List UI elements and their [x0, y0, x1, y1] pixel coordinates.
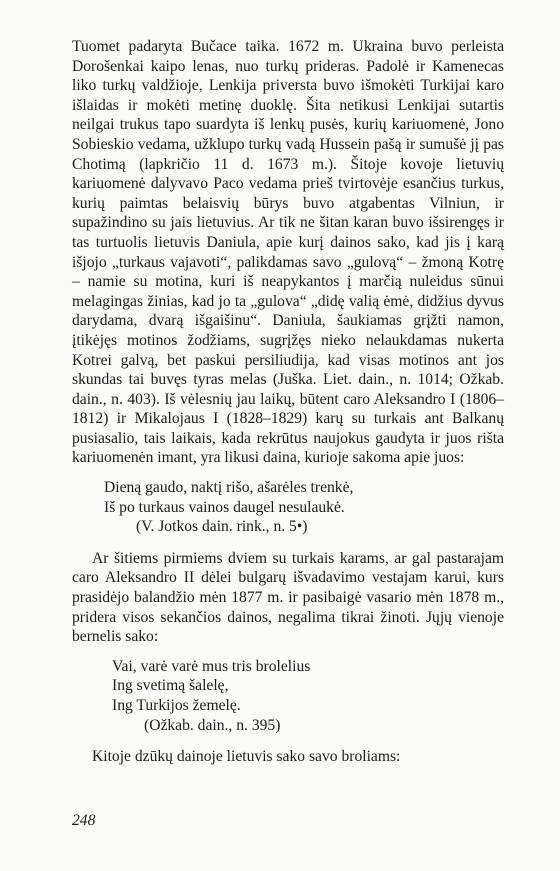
verse-line: Ing Turkijos žemelę.	[112, 697, 241, 714]
paragraph-dzuku: Kitoje dzūkų dainoje lietuvis sako savo broliams:	[92, 748, 401, 766]
page-body	[72, 37, 504, 767]
paragraph-history: Tuomet padaryta Bučace taika. 1672 m. Ukraina buvo perleista Dorošenkai kaipo lenas, nuo turkų prideras. Padolė ir Kamenecas liko turkų valdžioje, Lenkija priversta buvo išmokėti Turkijai karo išlaidas ir mokėti metinę duoklę. Šita netikusi Lenkijai sutartis neilgai trukus tapo suardyta iš lenkų pusės, kurių kariuomenė, Jono Sobieskio vedama, užklupo turkų vadą Hussein pašą ir sumušė jį pas Chotimą (lapkričio 11 d. 1673 m.). Šitoje kovoje lietuvių kariuomenė dalyvavo Paco vedama prieš tvirtovėje esančius turkus, kurių paimtas belaisvių būrys buvo atgabentas Vilniun, ir supažindino su jais lietuvius. Ar tik ne šitan karan buvo išsirengęs ir tas turtuolis lietuvis Daniula, apie kurį dainos sako, kad jis į karą išjojo „turkaus vajavoti“, palikdamas savo „gulovą“ – žmoną Kotrę – namie su motina, kuri iš neapykantos į marčią nuleidus sūnui melagingas žinias, kad jo ta „gulova“ „didę valią ėmė, didžius dyvus darydama, dvarą išgaišinu“. Daniula, šaukiamas grįžti namon, įtikėjęs motinos žodžiams, sugrįžęs nieko nelaukdamas nukerta Kotrei galvą, bet paskui persiliudija, kad visas motinos ant jos skundas tai buvęs tyras melas (Juška. Liet. dain., n. 1014; Ožkab. dain., n. 403). Iš vėlesnių jau laikų, būtent caro Aleksandro I (1806–1812) ir Mikalojaus I (1828–1829) karų su turkais ant Balkanų pusiasalio, tais laikais, kada rekrūtus naujokus gaudyta ir juos rišta kariuomenėn imant, yra likusi daina, kurioje sakoma apie juos:	[72, 38, 504, 467]
verse-citation: (Ožkab. dain., n. 395)	[144, 716, 281, 734]
page-number: 248	[72, 812, 96, 829]
paragraph-wars: Ar šitiems pirmiems dviem su turkais karams, ar gal pastarajam caro Aleksandro II dėlei bulgarų išvadavimo vestajam karui, kurs prasidėjo balandžio mėn 1877 m. ir pasibaigė vasario mėn 1878 m., pridera visos sekančios dainos, negalima tikrai žinoti. Jųjų vienoje bernelis sako:	[72, 549, 504, 646]
verse-block-2	[112, 657, 504, 735]
verse-line: Iš po turkaus vainos daugel nesulaukė.	[104, 498, 345, 516]
verse-line: Vai, varė varė mus tris brolelius	[112, 657, 311, 675]
verse-line: Ing svetimą šalelę,	[112, 677, 229, 695]
verse-block-1	[104, 478, 504, 537]
verse-citation: (V. Jotkos dain. rink., n. 5•)	[136, 518, 308, 536]
verse-line: Dieną gaudo, naktį rišo, ašarėles trenkė,	[104, 479, 354, 497]
